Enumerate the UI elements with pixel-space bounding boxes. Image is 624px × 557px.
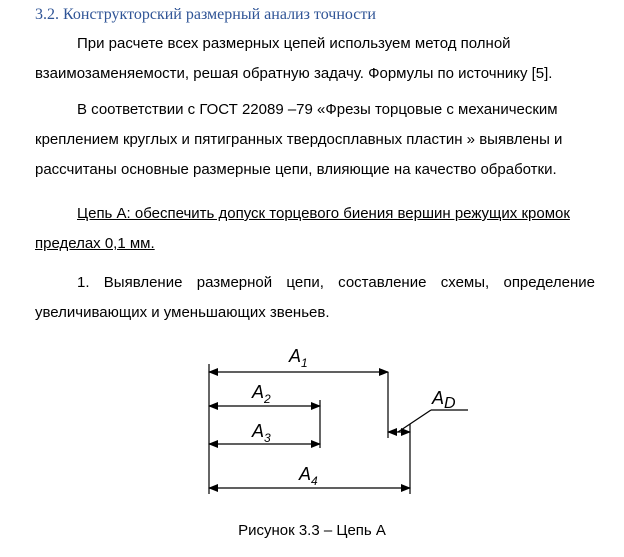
paragraph-line: В соответствии с ГОСТ 22089 –79 «Фрезы торцовые с механическим [77,101,558,118]
label-a2: $A_2$ [252,382,271,406]
paragraph-line: При расчете всех размерных цепей используем метод полной [77,35,511,52]
paragraph-line: увеличивающих и уменьшающих звеньев. [35,304,330,321]
label-a3: $A_3$ [252,421,271,445]
paragraph-line: рассчитаны основные размерные цепи, влияющие на качество обработки. [35,161,557,178]
section-heading: 3.2. Конструкторский размерный анализ точности [35,6,376,23]
paragraph-line: креплением круглых и пятигранных твердосплавных пластин » выявлены и [35,131,563,148]
figure-caption: Рисунок 3.3 – Цепь А [238,522,386,539]
leader-line-ad [398,410,431,432]
label-a1: $A_1$ [289,346,308,370]
paragraph-line: пределах 0,1 мм. [35,235,155,252]
paragraph-line: 1. Выявление размерной цепи, составление схемы, определение [77,274,595,291]
label-a4: $A_4$ [299,464,318,488]
paragraph-line: взаимозаменяемости, решая обратную задачу. Формулы по источнику [5]. [35,65,553,82]
label-ad: AD [432,388,456,412]
paragraph-line: Цепь А: обеспечить допуск торцевого биения вершин режущих кромок [77,205,570,222]
